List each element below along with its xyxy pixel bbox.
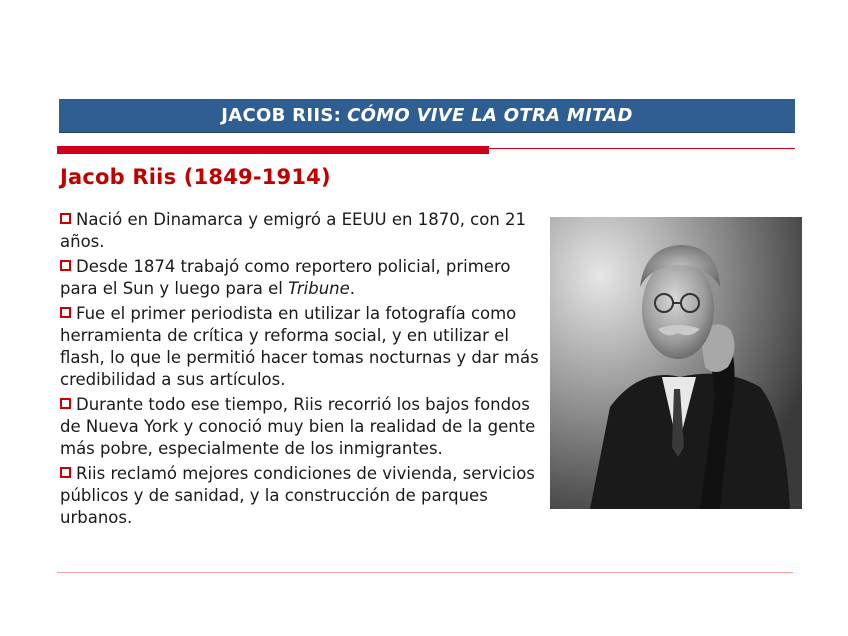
red-accent-bar [57, 146, 489, 154]
slide-title-main: JACOB RIIS: [221, 105, 342, 126]
bullet-text: Riis reclamó mejores condiciones de vivienda, servicios públicos y de sanidad, y la construcción de parques urbanos. [60, 464, 535, 527]
portrait-photo [550, 217, 802, 509]
bullet-text: Desde 1874 trabajó como reportero policial, primero para el Sun y luego para el [60, 257, 511, 298]
checkbox-bullet-icon [60, 467, 71, 478]
slide-title-bar [59, 99, 795, 133]
bullet-text: Durante todo ese tiempo, Riis recorrió los bajos fondos de Nueva York y conoció muy bien la realidad de la gente más pobre, especialmente de los inmigrantes. [60, 395, 536, 458]
checkbox-bullet-icon [60, 398, 71, 409]
bottom-divider [57, 572, 793, 573]
checkbox-bullet-icon [60, 260, 71, 271]
bullet-text-end: . [349, 279, 356, 298]
bullet-text: Fue el primer periodista en utilizar la fotografía como herramienta de crítica y reforma social, y en utilizar el flash, lo que le permitió hacer tomas nocturnas y dar más credibilidad a sus artículos. [60, 304, 539, 389]
bullet-item [60, 394, 540, 460]
bullet-item [60, 209, 540, 253]
checkbox-bullet-icon [60, 307, 71, 318]
portrait-illustration [550, 217, 802, 509]
bullet-list [60, 209, 540, 532]
bullet-item [60, 303, 540, 391]
bullet-item [60, 256, 540, 300]
slide-title-italic: CÓMO VIVE LA OTRA MITAD [347, 105, 633, 126]
slide-subtitle: Jacob Riis (1849-1914) [60, 165, 331, 189]
bullet-text: Nació en Dinamarca y emigró a EEUU en 1870, con 21 años. [60, 210, 527, 251]
bullet-item [60, 463, 540, 529]
bullet-italic-text: Tribune [288, 279, 350, 298]
red-accent-line [489, 148, 795, 149]
checkbox-bullet-icon [60, 213, 71, 224]
